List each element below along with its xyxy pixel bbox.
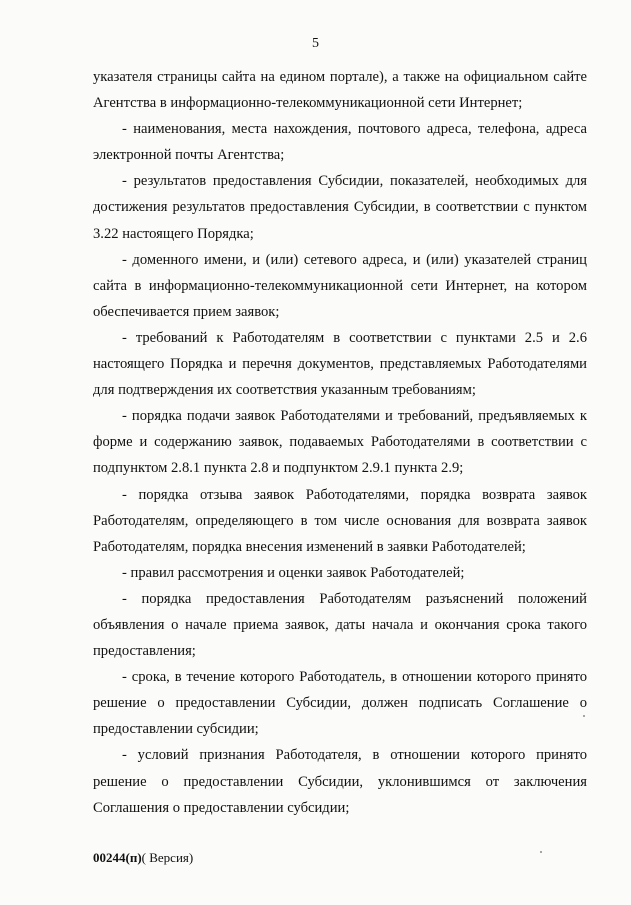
page-number: 5	[312, 36, 319, 51]
list-item: - порядка предоставления Работодателям разъяснений положений объявления о начале приема заявок, даты начала и окончания срока такого предоставления;	[93, 590, 587, 660]
body-text	[93, 64, 587, 821]
version-label: ( Версия)	[141, 850, 194, 865]
scan-speck	[583, 715, 585, 717]
list-item: - порядка отзыва заявок Работодателями, порядка возврата заявок Работодателям, определяющего в том числе основания для возврата заявок Работодателям, порядка внесения изменений в заявки Работодателей;	[93, 486, 587, 555]
list-item: - срока, в течение которого Работодатель, в отношении которого принято решение о предоставлении Субсидии, должен подписать Соглашение о предоставлении субсидии;	[93, 669, 587, 738]
list-item: - доменного имени, и (или) сетевого адреса, и (или) указателей страниц сайта в информационно-телекоммуникационной сети Интернет, на котором обеспечивается прием заявок;	[93, 251, 587, 320]
scan-speck	[540, 851, 542, 853]
list-item: - порядка подачи заявок Работодателями и требований, предъявляемых к форме и содержанию заявок, подаваемых Работодателями в соответствии с подпунктом 2.8.1 пункта 2.8 и подпунктом 2.9.1 пункта 2.9;	[93, 408, 587, 477]
list-item: - результатов предоставления Субсидии, показателей, необходимых для достижения результатов предоставления Субсидии, в соответствии с пунктом 3.22 настоящего Порядка;	[93, 173, 587, 242]
list-item: - правил рассмотрения и оценки заявок Работодателей;	[122, 564, 465, 581]
paragraph: указателя страницы сайта на едином портале), а также на официальном сайте Агентства в информационно-телекоммуникационной сети Интернет;	[93, 69, 587, 112]
document-code: 00244(п)	[93, 850, 142, 865]
list-item: - требований к Работодателям в соответствии с пунктами 2.5 и 2.6 настоящего Порядка и перечня документов, представляемых Работодателями для подтверждения их соответствия указанным требованиям;	[93, 329, 587, 399]
list-item: - условий признания Работодателя, в отношении которого принято решение о предоставлении Субсидии, уклонившимся от заключения Соглашения о предоставлении субсидии;	[93, 747, 587, 816]
footer	[93, 850, 193, 866]
list-item: - наименования, места нахождения, почтового адреса, телефона, адреса электронной почты Агентства;	[93, 121, 587, 164]
